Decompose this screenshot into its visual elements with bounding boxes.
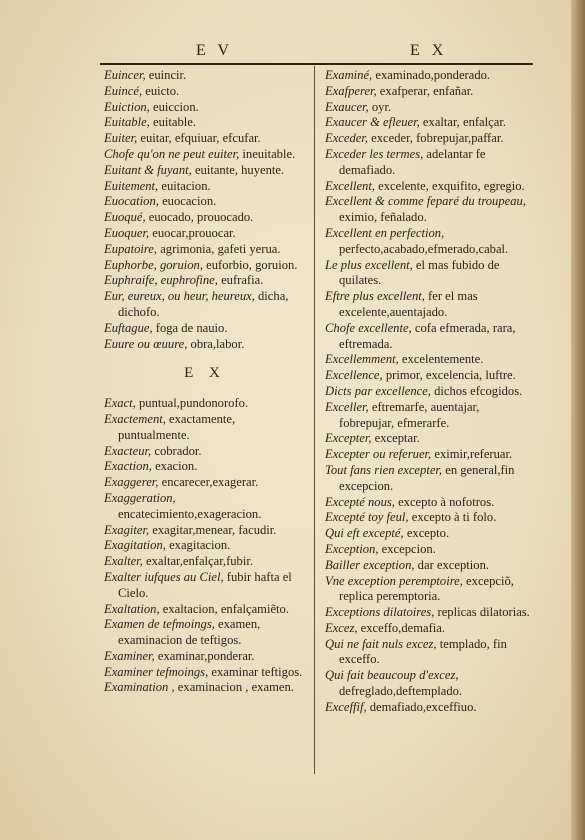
entry-translation: examinado,ponderado.	[372, 68, 491, 82]
entry-translation: euitable.	[149, 115, 196, 130]
dictionary-entry	[325, 352, 531, 368]
entry-translation: euitante, huyente.	[191, 162, 285, 177]
entry-headword: Qui fait beaucoup d'excez,	[325, 668, 459, 683]
dictionary-entry	[325, 400, 531, 432]
header-rule	[100, 63, 533, 65]
entry-headword: Excellent en perfection,	[325, 225, 445, 240]
entry-translation: excepto.	[403, 526, 450, 541]
dictionary-entry	[104, 444, 306, 460]
entry-translation: euocar,prouocar.	[149, 225, 236, 240]
entry-translation: examen, examinacion de teftigos.	[118, 617, 261, 648]
entry-headword: Exaucer & efleuer,	[325, 115, 420, 130]
entry-translation: cofa efmerada, rara, eftremada.	[339, 320, 516, 351]
entry-translation: exaltacion, enfalçamiẽto.	[159, 601, 289, 616]
entry-translation: excepcion.	[378, 541, 436, 556]
dictionary-entry	[325, 147, 531, 179]
entry-headword: Euure ou œuure,	[104, 336, 188, 351]
entry-headword: Exalter iufques au Ciel,	[104, 569, 224, 584]
entry-headword: Euocation,	[104, 194, 159, 209]
dictionary-entry	[104, 475, 306, 491]
entry-translation: replicas dilatorias.	[434, 605, 530, 620]
dictionary-entry	[104, 538, 306, 554]
entry-headword: Exalter,	[104, 554, 143, 569]
entry-headword: Chofe excellente,	[325, 320, 412, 335]
dictionary-entry	[104, 179, 306, 195]
entry-translation: exagitar,menear, facudir.	[149, 522, 277, 537]
dictionary-entry	[325, 463, 531, 495]
entry-headword: Exagitation,	[104, 538, 166, 553]
entry-translation: examinar teftigos.	[208, 664, 303, 679]
dictionary-entry	[104, 554, 306, 570]
entry-headword: Chofe qu'on ne peut euiter,	[104, 146, 240, 161]
entry-translation: demafiado,exceffiuo.	[366, 699, 477, 714]
dictionary-entry	[325, 668, 531, 700]
entry-headword: Exception,	[325, 541, 379, 556]
entry-translation: el mas fubido de quilates.	[339, 257, 500, 288]
entry-translation: exceptar.	[371, 431, 420, 446]
entry-translation: euiccion.	[149, 99, 199, 114]
dictionary-entry	[104, 602, 306, 618]
entry-headword: Le plus excellent,	[325, 257, 413, 272]
entry-translation: euitar, efquiuar, efcufar.	[137, 131, 261, 146]
dictionary-entry	[325, 621, 531, 637]
entry-translation: exaltar,enfalçar,fubir.	[142, 554, 253, 569]
dictionary-entry	[325, 321, 531, 353]
entry-headword: Eftre plus excellent,	[325, 289, 425, 304]
entry-translation: euicto.	[142, 83, 180, 98]
dictionary-entry	[325, 115, 531, 131]
entry-translation: excepto à nofotros.	[394, 494, 495, 509]
dictionary-entry	[104, 194, 306, 210]
entry-headword: Euitant & fuyant,	[104, 162, 192, 177]
dictionary-entry	[325, 700, 531, 716]
entry-headword: Euiter,	[104, 131, 138, 146]
entry-translation: fer el mas excelente,auentajado.	[339, 289, 478, 319]
entry-translation: eximir,referuar.	[431, 447, 513, 462]
entry-translation: eufrafia.	[217, 273, 264, 288]
entry-translation: exagitacion.	[165, 538, 231, 553]
entry-translation: dar exception.	[414, 557, 490, 572]
dictionary-entry	[104, 273, 306, 289]
dictionary-entry	[104, 523, 306, 539]
entry-headword: Exceder,	[325, 131, 369, 146]
dictionary-entry	[325, 495, 531, 511]
dictionary-entry	[325, 289, 531, 321]
entry-headword: Euiction,	[104, 99, 150, 114]
entry-translation: euocacion.	[158, 194, 217, 209]
left-column	[104, 68, 306, 696]
dictionary-entry	[325, 100, 531, 116]
entry-translation: euforbio, goruion.	[203, 257, 298, 272]
entry-translation: dichos efcogidos.	[430, 383, 523, 398]
entry-translation: perfecto,acabado,efmerado,cabal.	[339, 241, 509, 256]
dictionary-entry	[325, 131, 531, 147]
entry-headword: Euitable,	[104, 115, 150, 130]
dictionary-entry	[325, 368, 531, 384]
entry-translation: obra,labor.	[187, 336, 245, 351]
entry-headword: Tout fans rien excepter,	[325, 462, 443, 477]
dictionary-entry	[325, 431, 531, 447]
entry-headword: Exaucer,	[325, 99, 369, 114]
dictionary-entry	[325, 258, 531, 290]
entry-headword: Euincer,	[104, 68, 146, 82]
entry-headword: Examination ,	[104, 680, 175, 695]
entry-headword: Examiner,	[104, 648, 155, 663]
entry-translation: exafperar, enfañar.	[376, 83, 474, 98]
entry-translation: oyr.	[368, 99, 392, 114]
dictionary-entry	[104, 131, 306, 147]
entry-headword: Excez,	[325, 620, 358, 635]
dictionary-entry	[104, 242, 306, 258]
dictionary-entry	[104, 680, 306, 696]
entry-headword: Exaggerer,	[104, 475, 159, 490]
entry-translation: excepto à ti folo.	[408, 510, 497, 525]
dictionary-entry	[104, 665, 306, 681]
entry-headword: Euftague,	[104, 320, 153, 335]
entry-translation: exactamente, puntualmente.	[118, 411, 236, 442]
entry-headword: Exceder les termes,	[325, 146, 424, 161]
entry-translation: eftremarfe, auentajar, fobrepujar, efmerarfe.	[339, 399, 480, 430]
dictionary-entry	[325, 194, 531, 226]
entry-translation: templado, fin exceffo.	[339, 636, 507, 667]
entry-translation: ineuitable.	[239, 146, 296, 161]
dictionary-entry	[104, 84, 306, 100]
entry-translation: examinar,ponderar.	[154, 648, 255, 663]
entry-headword: Excellence,	[325, 368, 383, 383]
dictionary-entry	[104, 412, 306, 444]
entry-headword: Euitement,	[104, 178, 159, 193]
entry-headword: Excepté toy feul,	[325, 510, 409, 525]
entry-translation: defreglado,deftemplado.	[339, 684, 463, 699]
right-column	[325, 68, 531, 716]
entry-headword: Examiner tefmoings,	[104, 664, 209, 679]
entry-headword: Excellent & comme feparé du troupeau,	[325, 194, 526, 209]
entry-translation: encatecimiento,exageracion.	[118, 506, 262, 521]
left-entries-top	[104, 68, 306, 352]
entry-headword: Excepté nous,	[325, 494, 395, 509]
entry-headword: Examiné,	[325, 68, 373, 82]
entry-headword: Euoquer,	[104, 225, 150, 240]
entry-translation: euincir.	[145, 68, 187, 82]
book-spine-shadow	[571, 0, 585, 840]
entry-translation: excelentemente.	[398, 352, 484, 367]
entry-headword: Exceller,	[325, 399, 369, 414]
section-title: E X	[184, 365, 226, 382]
dictionary-entry	[325, 179, 531, 195]
entry-translation: exacion.	[151, 459, 198, 474]
dictionary-entry	[104, 226, 306, 242]
running-header	[108, 42, 533, 62]
entry-headword: Exafperer,	[325, 83, 377, 98]
entry-translation: excelente, exquifito, egregio.	[375, 178, 525, 193]
entry-headword: Exceffif,	[325, 699, 367, 714]
left-entries-bottom	[104, 396, 306, 696]
dictionary-entry	[104, 617, 306, 649]
dictionary-entry	[325, 526, 531, 542]
entry-translation: encarecer,exagerar.	[158, 475, 259, 490]
header-left: E V	[196, 42, 234, 59]
dictionary-entry	[104, 147, 306, 163]
dictionary-entry	[104, 68, 306, 84]
entry-translation: fubir hafta el Cielo.	[118, 569, 292, 600]
dictionary-entry	[325, 226, 531, 258]
entry-headword: Euphraife, euphrofine,	[104, 273, 218, 288]
dictionary-entry	[325, 574, 531, 606]
dictionary-entry	[104, 570, 306, 602]
dictionary-entry	[104, 459, 306, 475]
dictionary-entry	[325, 68, 531, 84]
entry-headword: Qui eft excepté,	[325, 526, 404, 541]
dictionary-entry	[325, 384, 531, 400]
entry-headword: Vne exception peremptoire,	[325, 573, 463, 588]
entry-headword: Euphorbe, goruion,	[104, 257, 203, 272]
entry-headword: Eupatoire,	[104, 241, 158, 256]
dictionary-entry	[325, 84, 531, 100]
entry-translation: cobrador.	[151, 443, 202, 458]
dictionary-entry	[104, 491, 306, 523]
entry-headword: Exaggeration,	[104, 490, 176, 505]
entry-headword: Euoqué,	[104, 210, 146, 225]
entry-headword: Exaltation,	[104, 601, 160, 616]
entry-headword: Exacteur,	[104, 443, 152, 458]
dictionary-entry	[104, 258, 306, 274]
entry-headword: Exceptions dilatoires,	[325, 605, 435, 620]
entry-translation: dicha, dichofo.	[118, 289, 289, 319]
entry-translation: exceffo,demafia.	[357, 620, 446, 635]
entry-translation: adelantar fe demafiado.	[339, 146, 486, 177]
entry-translation: excepciõ, replica peremptoria.	[339, 573, 514, 604]
entry-headword: Exact,	[104, 396, 136, 411]
entry-headword: Exaction,	[104, 459, 152, 474]
entry-headword: Excepter ou referuer,	[325, 447, 432, 462]
entry-translation: exaltar, enfalçar.	[419, 115, 506, 130]
dictionary-entry	[325, 558, 531, 574]
right-entries	[325, 68, 531, 716]
dictionary-entry	[104, 115, 306, 131]
dictionary-entry	[104, 100, 306, 116]
dictionary-entry	[104, 337, 306, 353]
entry-translation: foga de nauio.	[152, 320, 228, 335]
dictionary-entry	[325, 637, 531, 669]
entry-translation: euitacion.	[158, 178, 211, 193]
entry-headword: Examen de tefmoings,	[104, 617, 215, 632]
dictionary-entry	[104, 163, 306, 179]
entry-headword: Excepter,	[325, 431, 372, 446]
header-right: E X	[410, 42, 448, 59]
entry-translation: agrimonia, gafeti yerua.	[157, 241, 281, 256]
entry-headword: Bailler exception,	[325, 557, 415, 572]
entry-headword: Qui ne fait nuls excez,	[325, 636, 437, 651]
dictionary-entry	[104, 649, 306, 665]
entry-headword: Eur, eureux, ou heur, heureux,	[104, 289, 255, 304]
dictionary-entry	[104, 289, 306, 321]
entry-translation: euocado, prouocado.	[145, 210, 254, 225]
dictionary-entry	[325, 605, 531, 621]
dictionary-entry	[104, 396, 306, 412]
entry-headword: Euincé,	[104, 83, 143, 98]
entry-headword: Excellent,	[325, 178, 375, 193]
entry-translation: en general,fin excepcion.	[339, 462, 515, 493]
dictionary-entry	[325, 447, 531, 463]
entry-headword: Excellemment,	[325, 352, 399, 367]
dictionary-entry	[104, 210, 306, 226]
entry-translation: eximio, feñalado.	[339, 210, 427, 225]
entry-translation: puntual,pundonorofo.	[135, 396, 249, 411]
dictionary-entry	[325, 510, 531, 526]
entry-translation: primor, excelencia, luftre.	[382, 368, 516, 383]
dictionary-entry	[325, 542, 531, 558]
entry-headword: Exactement,	[104, 411, 166, 426]
entry-headword: Exagiter,	[104, 522, 150, 537]
entry-headword: Dicts par excellence,	[325, 383, 431, 398]
entry-translation: exceder, fobrepujar,paffar.	[368, 131, 504, 146]
dictionary-entry	[104, 321, 306, 337]
column-divider	[314, 66, 315, 774]
entry-translation: examinacion , examen.	[174, 680, 294, 695]
